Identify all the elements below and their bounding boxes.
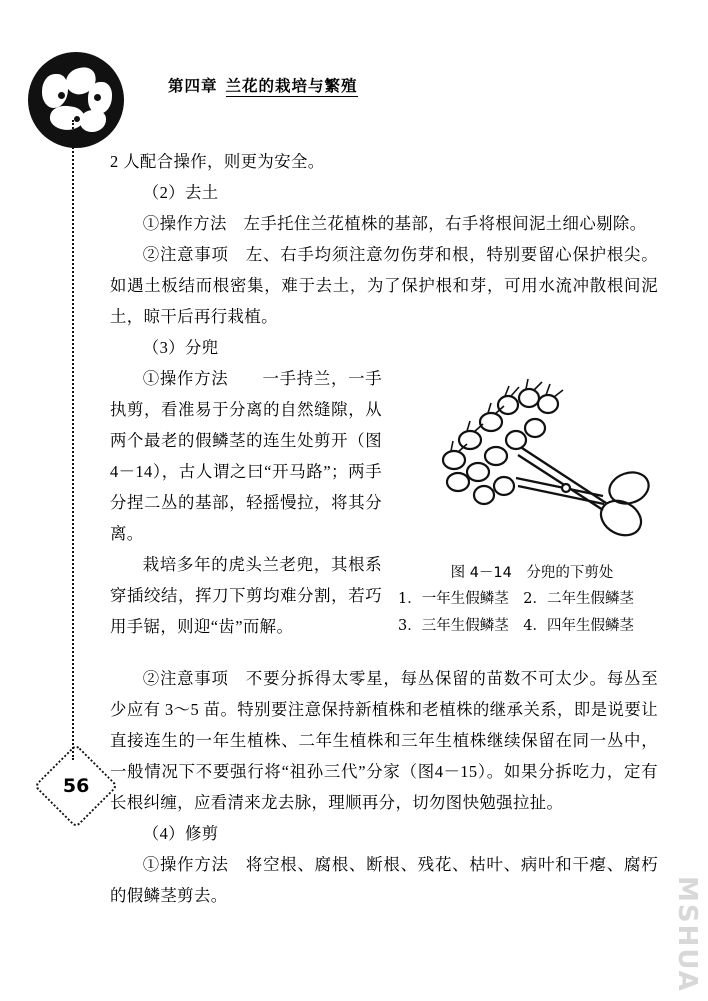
figure-caption: 图 4－14 分兜的下剪处 bbox=[450, 565, 614, 581]
decorative-left-rail bbox=[72, 120, 76, 760]
page-number-badge bbox=[34, 744, 119, 829]
figure-legend-line-2: 3．三年生假鳞茎 4．四年生假鳞茎 bbox=[398, 618, 634, 634]
running-head bbox=[168, 74, 358, 96]
running-head-title: 兰花的栽培与繁殖 bbox=[225, 77, 358, 95]
paragraph-2-1: ①操作方法 左手托住兰花植株的基部，右手将根间泥土细心剔除。 bbox=[142, 214, 647, 233]
paragraph-3-3: ②注意事项 不要分拆得太零星，每丛保留的苗数不可太少。每丛至少应有 3～5 苗。特别要注意保持新植株和老植株的继承关系，即是说要让直接连生的一年生植株、二年生植株和三年生植株继续保留在同一丛中，一般情况下不要强行将“祖孙三代”分家（图4－15）。如果分拆吃力，定有长根纠缠，应看清来龙去脉，理顺再分，切勿图快勉强拉扯。 bbox=[110, 669, 658, 812]
paragraph-3-2: 栽培多年的虎头兰老兜，其根系穿插绞结，挥刀下剪均难分割，若巧用手锯，则迎“齿”而解。 bbox=[110, 555, 382, 636]
figure-legend-line-1: 1．一年生假鳞茎 2．二年生假鳞茎 bbox=[398, 591, 634, 607]
paragraph-4-1: ①操作方法 将空根、腐根、断根、残花、枯叶、病叶和干瘪、腐朽的假鳞茎剪去。 bbox=[110, 855, 658, 905]
header-ornament-icon bbox=[28, 52, 128, 150]
heading-section-4: （4）修剪 bbox=[142, 824, 219, 843]
figure-flow-spacer bbox=[382, 363, 658, 663]
paragraph-2-2: ②注意事项 左、右手均须注意勿伤芽和根，特别要留心保护根尖。如遇土板结而根密集，难于去土，为了保护根和芽，可用水流冲散根间泥土，晾干后再行栽植。 bbox=[110, 245, 658, 326]
paragraph-3-1: ①操作方法 一手持兰，一手执剪，看准易于分离的自然缝隙，从两个最老的假鳞茎的连生处剪开（图4－14），古人谓之曰“开马路”；两手分捏二丛的基部，轻摇慢拉，将其分离。 bbox=[110, 369, 382, 543]
paragraph-top-continuation: 2 人配合操作，则更为安全。 bbox=[110, 152, 325, 171]
heading-section-2: （2）去土 bbox=[142, 183, 219, 202]
body-text-column bbox=[110, 146, 658, 911]
page-number-text: 56 bbox=[62, 774, 90, 797]
running-head-chapter: 第四章 bbox=[168, 77, 218, 95]
wrapped-text-block bbox=[110, 363, 658, 663]
watermark-text: MSHUA bbox=[672, 876, 702, 993]
heading-section-3: （3）分兜 bbox=[142, 338, 219, 357]
